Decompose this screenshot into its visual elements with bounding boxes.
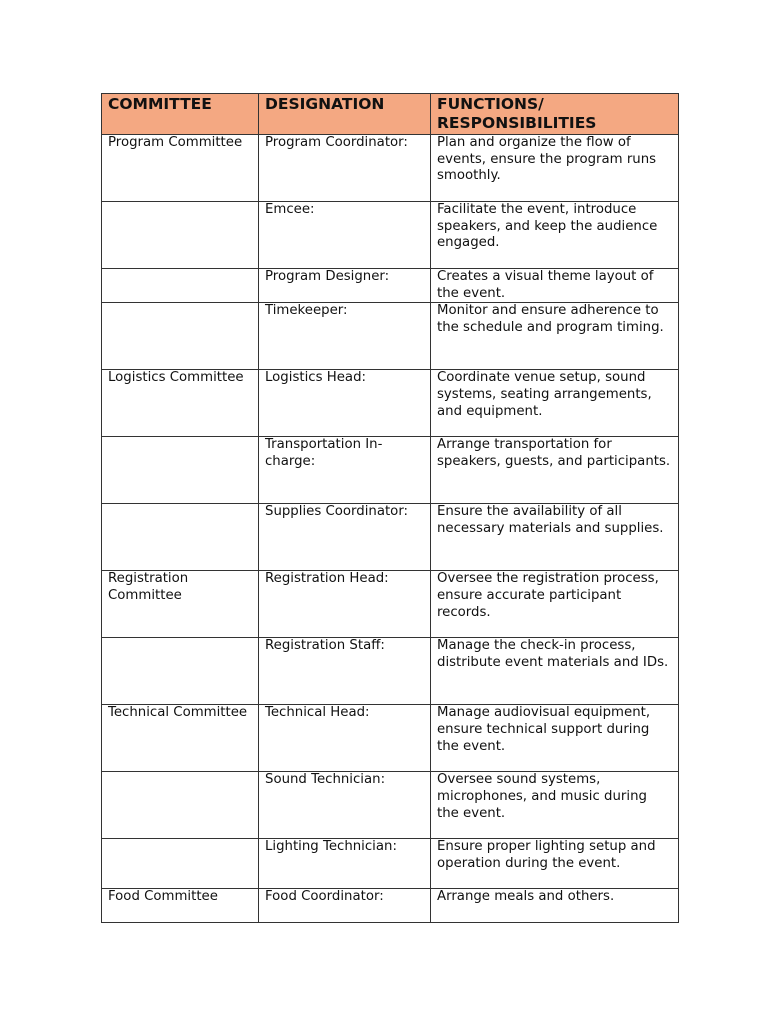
- table-row: [102, 705, 679, 772]
- designation-cell: Timekeeper:: [259, 303, 431, 370]
- functions-cell: Oversee sound systems, microphones, and music during the event.: [431, 772, 679, 839]
- designation-cell: Program Designer:: [259, 269, 431, 303]
- designation-cell: Transportation In-charge:: [259, 437, 431, 504]
- designation-cell: Emcee:: [259, 202, 431, 269]
- table-row: [102, 839, 679, 889]
- table-row: [102, 504, 679, 571]
- designation-cell: Program Coordinator:: [259, 135, 431, 202]
- committee-table: [101, 93, 679, 923]
- committee-cell: Technical Committee: [102, 705, 259, 772]
- functions-cell: Monitor and ensure adherence to the schedule and program timing.: [431, 303, 679, 370]
- functions-cell: Manage the check-in process, distribute event materials and IDs.: [431, 638, 679, 705]
- committee-cell: [102, 202, 259, 269]
- designation-cell: Lighting Technician:: [259, 839, 431, 889]
- designation-cell: Registration Staff:: [259, 638, 431, 705]
- committee-cell: Food Committee: [102, 889, 259, 923]
- committee-cell: [102, 269, 259, 303]
- header-functions: FUNCTIONS/ RESPONSIBILITIES: [431, 94, 679, 135]
- designation-cell: Food Coordinator:: [259, 889, 431, 923]
- table-row: [102, 437, 679, 504]
- functions-cell: Ensure proper lighting setup and operation during the event.: [431, 839, 679, 889]
- committee-cell: [102, 839, 259, 889]
- header-designation: DESIGNATION: [259, 94, 431, 135]
- table-row: [102, 202, 679, 269]
- committee-cell: Program Committee: [102, 135, 259, 202]
- committee-cell: [102, 638, 259, 705]
- designation-cell: Logistics Head:: [259, 370, 431, 437]
- header-committee: COMMITTEE: [102, 94, 259, 135]
- table-row: [102, 135, 679, 202]
- committee-cell: Logistics Committee: [102, 370, 259, 437]
- functions-cell: Oversee the registration process, ensure accurate participant records.: [431, 571, 679, 638]
- designation-cell: Supplies Coordinator:: [259, 504, 431, 571]
- table-row: [102, 571, 679, 638]
- table-row: [102, 889, 679, 923]
- committee-cell: [102, 504, 259, 571]
- committee-cell: Registration Committee: [102, 571, 259, 638]
- designation-cell: Registration Head:: [259, 571, 431, 638]
- table-row: [102, 269, 679, 303]
- functions-cell: Manage audiovisual equipment, ensure technical support during the event.: [431, 705, 679, 772]
- table-row: [102, 303, 679, 370]
- functions-cell: Plan and organize the flow of events, ensure the program runs smoothly.: [431, 135, 679, 202]
- functions-cell: Creates a visual theme layout of the event.: [431, 269, 679, 303]
- table-row: [102, 638, 679, 705]
- committee-cell: [102, 437, 259, 504]
- designation-cell: Technical Head:: [259, 705, 431, 772]
- table-row: [102, 370, 679, 437]
- functions-cell: Arrange transportation for speakers, guests, and participants.: [431, 437, 679, 504]
- functions-cell: Arrange meals and others.: [431, 889, 679, 923]
- committee-cell: [102, 772, 259, 839]
- designation-cell: Sound Technician:: [259, 772, 431, 839]
- table-header-row: [102, 94, 679, 135]
- functions-cell: Coordinate venue setup, sound systems, seating arrangements, and equipment.: [431, 370, 679, 437]
- committee-cell: [102, 303, 259, 370]
- functions-cell: Ensure the availability of all necessary materials and supplies.: [431, 504, 679, 571]
- functions-cell: Facilitate the event, introduce speakers, and keep the audience engaged.: [431, 202, 679, 269]
- table-row: [102, 772, 679, 839]
